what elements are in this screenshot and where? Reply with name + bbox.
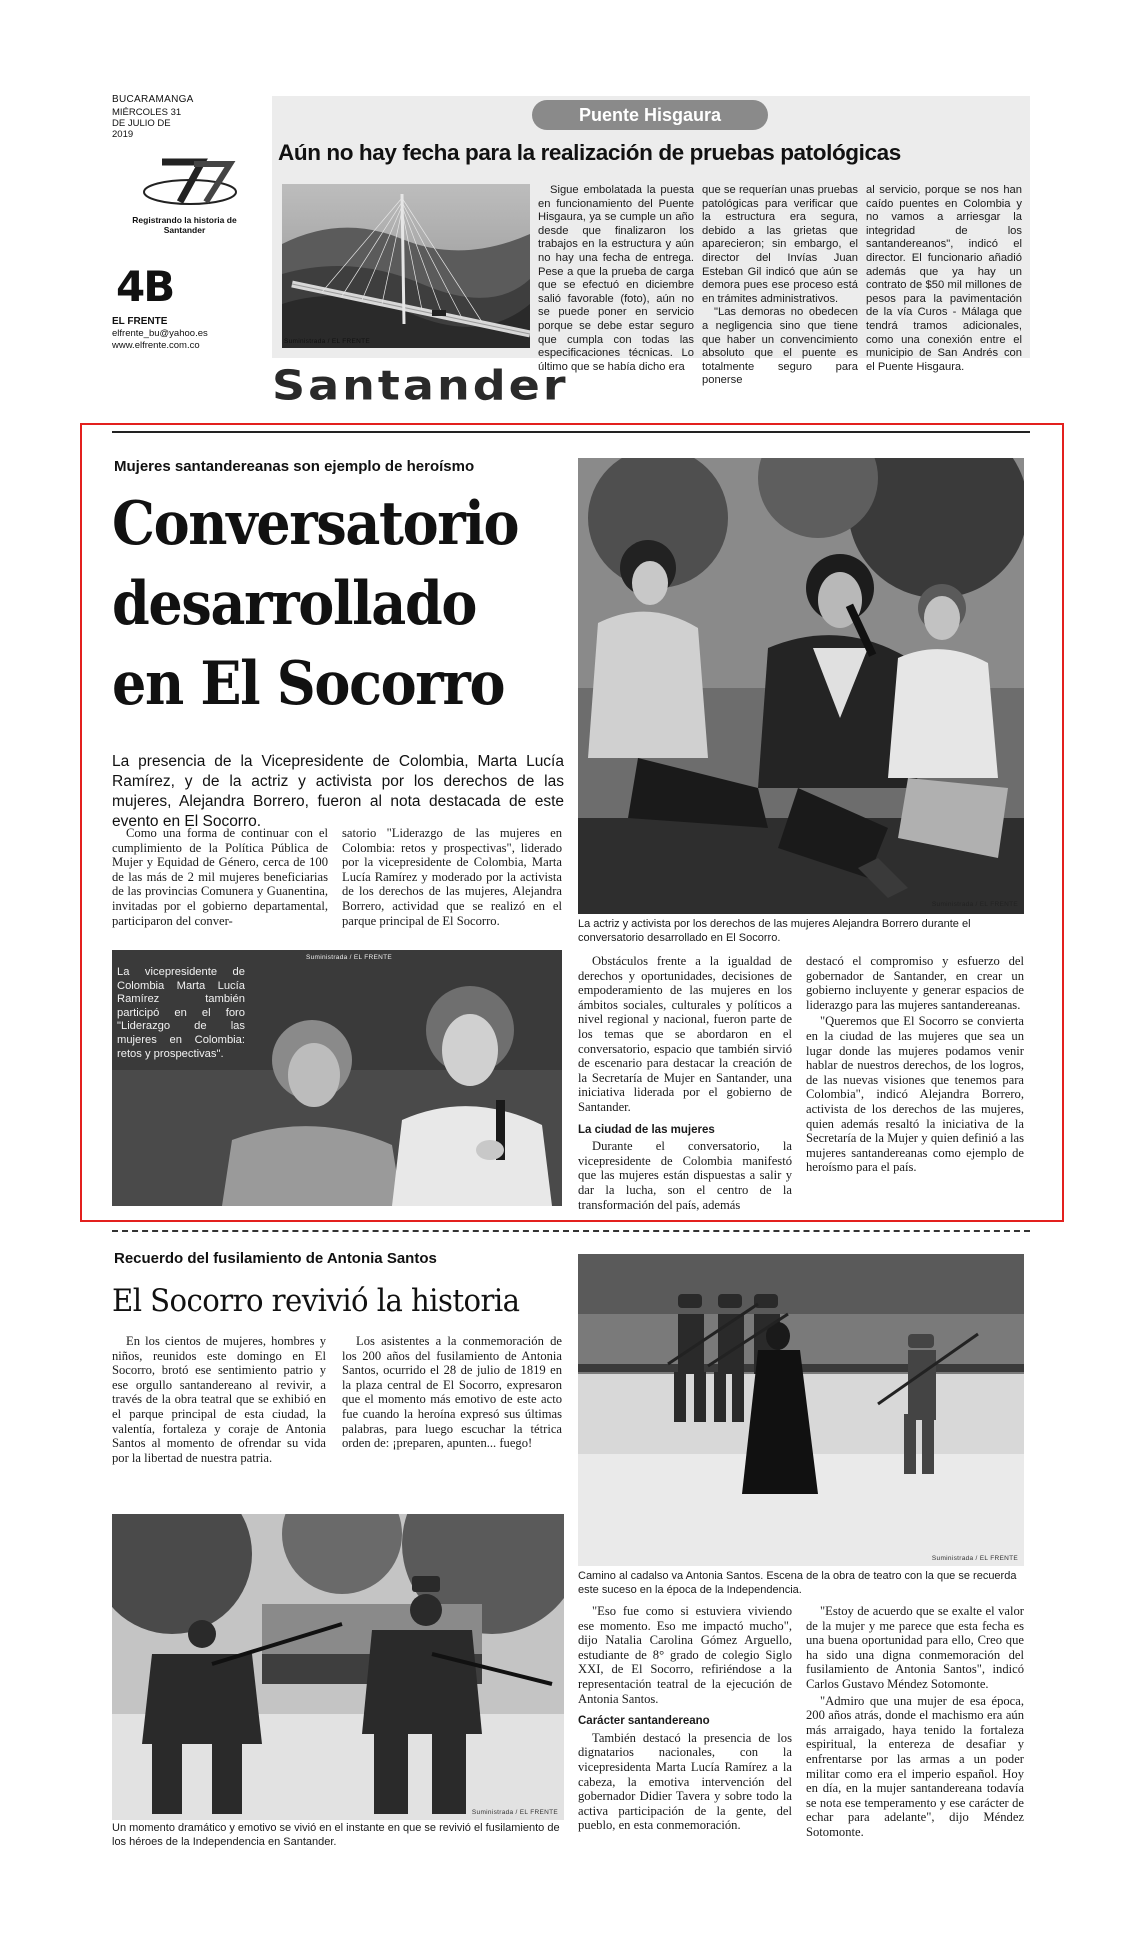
antonia-santos-photo <box>578 1254 1024 1566</box>
top-photo-caption: Camino al cadalso va Antonia Santos. Escena de la obra de teatro con la que se recuerda este suceso en la época de la Independencia. <box>578 1570 1017 1596</box>
main-photo-caption: La actriz y activista por los derechos de las mujeres Alejandra Borrero durante el conversatorio desarrollado en El Socorro. <box>578 918 971 944</box>
subheading: La ciudad de las mujeres <box>578 1123 715 1136</box>
city: BUCARAMANGA <box>112 94 194 105</box>
main-col2: satorio "Liderazgo de las mujeres en Colombia: retos y prospectivas", liderado por la vicepresidente de Colombia, Marta Lucía Ramírez y moderado por la activista de los derechos de las mujeres, Alejandra Borrero, actividad que se realizó en el parque principal de El Socorro. <box>342 826 562 928</box>
story-tag: Puente Hisgaura <box>532 100 768 130</box>
contact-website: www.elfrente.com.co <box>112 340 200 351</box>
anniversary-emblem-icon <box>132 154 252 214</box>
section-title: Santander <box>272 360 569 410</box>
anniversary-logo <box>132 154 252 234</box>
photo-credit: Suministrada / EL FRENTE <box>931 1555 1018 1562</box>
conversatorio-photo <box>578 458 1024 914</box>
second-col4: "Estoy de acuerdo que se exalte el valor de la mujer y me parece que esta fecha es una buena oportunidad para ello, Creo que ha sido una digna conmemoración del fusilamiento de Antonia Santos", indicó Carlos Gustavo Méndez Sotomonte. "Admiro que una mujer de esa época, 200 años atrás, donde el machismo era aún más arraigado, haya tenido la fortaleza espiritual, la entereza de desafiar y enfrentarse por las armas a un poder militar como era el imperio español. Hoy en día, en la mujer santandereana todavía se nota ese temperamento y ese carácter de echar para adelante", dijo Méndez Sotomonte. <box>806 1604 1024 1839</box>
top-story-col3: al servicio, porque se nos han caído puentes en Colombia y no vamos a arriesgar la integridad de los santandereanos", indicó el director. El funcionario añadió además que ya hay un contrato de $50 mil millones de pesos para la pavimentación de la vía Curos - Málaga que tendrá tramos adicionales, como una conexión entre el municipio de San Andrés con el Puente Hisgaura. <box>866 184 1022 373</box>
main-col3: Obstáculos frente a la igualdad de derechos y oportunidades, decisiones de empoderamiento de las mujeres en los ámbitos sociales, culturales y políticos a nivel regional y nacional, fueron parte de los temas que se abordaron en el conversatorio, espacio que también sirvió de escenario para destacar la creación de la Secretaría de Mujer en Santander, una iniciativa liderada por el gobierno de Santander. La ciudad de las mujeres Durante el conversatorio, la vicepresidente de Colombia manifestó que las mujeres están dispuestas a salir y dar la lucha, son el centro de la transformación del país, además <box>578 954 792 1212</box>
contact-email: elfrente_bu@yahoo.es <box>112 328 208 339</box>
photo-credit: Suministrada / EL FRENTE <box>306 954 393 961</box>
anniversary-slogan: Registrando la historia de Santander <box>132 215 237 235</box>
edition-date: MIÉRCOLES 31 DE JULIO DE 2019 <box>112 107 182 140</box>
photo-credit: Suministrada / EL FRENTE <box>284 338 371 345</box>
second-headline: El Socorro revivió la historia <box>112 1283 520 1319</box>
top-story-headline: Aún no hay fecha para la realización de pruebas patológicas <box>278 140 901 165</box>
second-col2: Los asistentes a la conmemoración de los 200 años del fusilamiento de Antonia Santos, ocurrido el 28 de julio de 1819 en la plaza central de El Socorro, expresaron que el momento más emotivo de este acto fue cuando la heroína expresó sus últimas palabras, para luego escuchar la tétrica orden de: ¡preparen, apunten... fuego! <box>342 1334 562 1451</box>
subheading: Carácter santandereano <box>578 1715 710 1728</box>
main-lead: La presencia de la Vicepresidente de Colombia, Marta Lucía Ramírez, y de la actriz y activista por los derechos de las mujeres, Alejandra Borrero, fueron al nota destacada de este evento en El Socorro. <box>112 753 564 830</box>
top-story-col2: que se requerían unas pruebas patológicas para verificar que la estructura era segura, debido a las grietas que aparecieron; sin embargo, el director del Invías Juan Esteban Gil indicó que aún se demora pues ese proceso está en trámites administrativos. "Las demoras no obedecen a negligencia sino que tiene que haber un convencimiento absoluto que el puente es totalmente seguro para ponerse <box>702 184 858 387</box>
bottom-photo-caption: Un momento dramático y emotivo se vivió en el instante en que se revivió el fusilamiento de los héroes de la Independencia en Santander. <box>112 1822 560 1848</box>
main-headline <box>112 484 572 724</box>
headline-line-3: en El Socorro <box>112 649 505 719</box>
small-photo-caption: La vicepresidente de Colombia Marta Lucía Ramírez también participó en el foro "Liderazgo de las mujeres en Colombia: retos y prospectivas". <box>117 966 245 1060</box>
second-kicker: Recuerdo del fusilamiento de Antonia Santos <box>114 1250 437 1267</box>
second-col1: En los cientos de mujeres, hombres y niños, reunidos este domingo en El Socorro, brotó ese sentimiento patrio y ese orgullo santandereano al revivir, a través de la obra teatral que se exhibió en el parque principal de esta ciudad, la valentía, fortaleza y coraje de Antonia Santos al momento de ofrendar su vida por la libertad de nuestra patria. <box>112 1334 326 1465</box>
top-story-panel <box>272 96 1030 387</box>
vicepresidente-photo <box>112 950 562 1206</box>
headline-line-2: desarrollado <box>112 569 477 639</box>
top-story-col1: Sigue embolatada la puesta en funcionamiento del Puente Hisgaura, ya se cumple un año desde que finalizaron los trabajos en la estructura y aún no hay una fecha de entrega. Pese a que la prueba de carga que se efectuó en diciembre salió favorable (foto), aún no se puede poner en servicio porque se debe estar seguro que cumpla con todas las especificaciones técnicas. Lo último que se había dicho era <box>538 184 694 373</box>
fusilamiento-photo <box>112 1514 564 1820</box>
main-kicker: Mujeres santandereanas son ejemplo de heroísmo <box>114 458 475 475</box>
section-divider <box>112 1230 1030 1232</box>
paper-name: EL FRENTE <box>112 316 168 327</box>
photo-credit: Suministrada / EL FRENTE <box>471 1809 558 1816</box>
main-col4: destacó el compromiso y esfuerzo del gobernador de Santander, en crear un gobierno incluyente y generar espacios de liderazgo para las mujeres santandereanas. "Queremos que El Socorro se convierta en la ciudad de las mujeres que sea un lugar donde las mujeres podamos venir hablar de nuestros derechos, de los logros, de las nuevas visiones que tenemos para Colombia", indicó Alejandra Borrero, activista de los derechos de las mujeres, quien además resaltó la iniciativa de la Secretaría de la Mujer y quien definió a las mujeres santandereanas como ejemplo de heroísmo para el país. <box>806 954 1024 1175</box>
bridge-photo <box>282 184 530 348</box>
second-col3: "Eso fue como si estuviera viviendo ese momento. Eso me impactó mucho", dijo Natalia Carolina Gómez Arguello, estudiante de 8° grado de colegio Siglo XXI, de El Socorro, refiriéndose a la representación teatral de la ejecución de Antonia Santos. Carácter santandereano También destacó la presencia de los dignatarios nacionales, con la vicepresidenta Marta Lucía Ramírez a la cabeza, la emotiva intervención del gobernador Didier Tavera y sobre todo la activa participación de la gente, del pueblo, en esta conmemoración. <box>578 1604 792 1833</box>
masthead <box>112 94 262 364</box>
main-col1: Como una forma de continuar con el cumplimiento de la Política Pública de Mujer y Equidad de Género, cerca de 100 de las más de 2 mil mujeres beneficiarias de las provincias Comunera y Guanentina, invitadas por el gobierno departamental, participaron del conver- <box>112 826 328 928</box>
page-number: 4B <box>116 262 174 311</box>
headline-line-1: Conversatorio <box>112 489 519 559</box>
photo-credit: Suministrada / EL FRENTE <box>931 901 1018 908</box>
